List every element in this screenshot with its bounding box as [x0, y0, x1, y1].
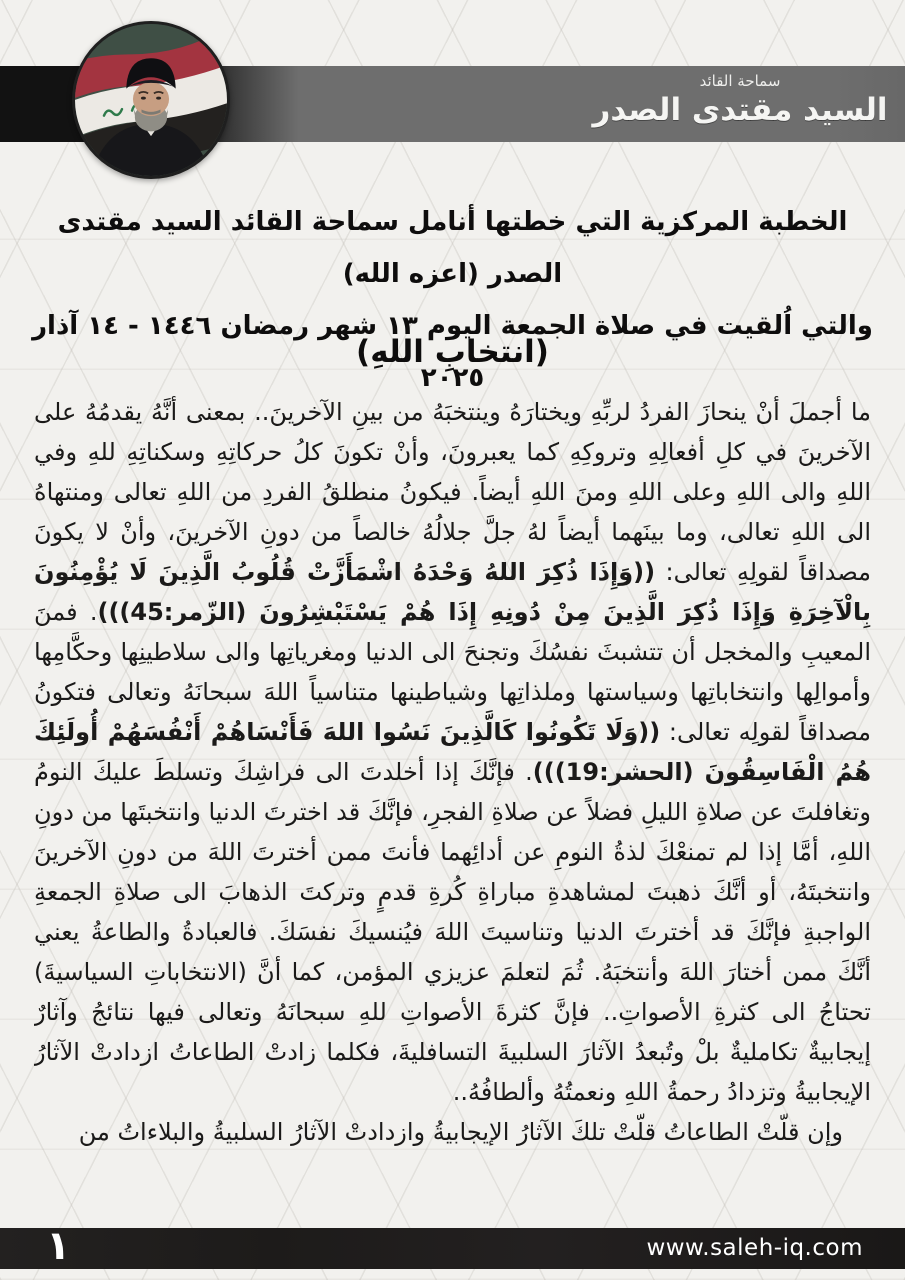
document-title-line2: والتي اُلقيت في صلاة الجمعة اليوم ١٣ شهر رمضان ١٤٤٦ - ١٤ آذار ٢٠٢٥: [32, 311, 873, 393]
calligraphy-title-block: [590, 72, 890, 138]
portrait-photo: [72, 21, 230, 179]
sermon-paragraph-1: ما أجملَ أنْ ينحازَ الفردُ لربِّهِ ويختارَهُ وينتخبَهُ من بينِ الآخرينَ.. بمعنى أنَّهُ يقدمُهُ على الآخرينَ في كلِ أفعالِهِ وتروكِهِ كما يعبرونَ، وأنْ تكونَ كلُ حركاتِهِ وسكناتِهِ للهِ وفي اللهِ والى اللهِ وعلى اللهِ ومنَ اللهِ أيضاً. فيكونُ منطلقُ الفردِ من اللهِ تعالى ومنتهاهُ الى اللهِ تعالى، وما بينَهما أيضاً لهُ جلَّ جلالُهُ خالصاً من دونِ الآخرينَ، وأنْ لا يكونَ مصداقاً لقولِهِ تعالى: ((وَإِذَا ذُكِرَ اللهُ وَحْدَهُ اشْمَأَزَّتْ قُلُوبُ الَّذِينَ لَا يُؤْمِنُونَ بِالْآخِرَةِ وَإِذَا ذُكِرَ الَّذِينَ مِنْ دُونِهِ إِذَا هُمْ يَسْتَبْشِرُونَ (الزّمر:45))). فمنَ المعيبِ والمخجل أن تتشبثَ نفسُكَ وتجنحَ الى الدنيا ومغرياتِها والى سلاطينِها وحكَّامِها وأموالِها وانتخاباتِها وسياستها وملذاتِها وشياطينها متناسياً اللهَ سبحانَهُ وتعالى فتكونُ مصداقاً لقولِه تعالى: ((وَلَا تَكُونُوا كَالَّذِينَ نَسُوا اللهَ فَأَنْسَاهُمْ أَنْفُسَهُمْ أُولَئِكَ هُمُ الْفَاسِقُونَ (الحشر:19))). فإنَّكَ إذا أخلدتَ الى فراشِكَ وتسلطَ عليكَ النومُ وتغافلتَ عن صلاةِ الليلِ فضلاً عن صلاةِ الفجرِ، فإنَّكَ قد اخترتَ الدنيا وانتخبتَها من دونِ اللهِ، أمَّا إذا لم تمنعْكَ لذةُ النومِ عن أدائِهما فأنتَ ممن أخترتَ اللهَ من دونِ الآخرينَ وانتخبتَهُ، أو أنَّكَ ذهبتَ لمشاهدةِ مباراةِ كُرةِ قدمٍ وتركتَ الذهابَ الى صلاةِ الجمعةِ الواجبةِ فإنَّكَ قد أخترتَ الدنيا وتناسيتَ اللهَ فيُنسيكَ نفسَكَ. فالعبادةُ والطاعةُ يعني أنَّكَ ممن أختارَ اللهَ وأنتخبَهُ. ثُمَ لتعلمَ عزيزي المؤمن، كما أنَّ (الانتخاباتِ السياسيةَ) تحتاجُ الى كثرةِ الأصواتِ.. فإنَّ كثرةَ الأصواتِ للهِ سبحانَهُ وتعالى فيها نتائجُ وآثارٌ إيجابيةٌ تكامليةٌ بلْ وتُبعدُ الآثارَ السلبيةَ التسافليةَ، فكلما زادتْ الطاعاتُ ازدادتْ الآثارُ الإيجابيةُ وتزدادُ رحمةُ اللهِ ونعمتُهُ وألطافُهُ..: [34, 398, 871, 1106]
document-title-line1: الخطبة المركزية التي خطتها أنامل سماحة القائد السيد مقتدى الصدر (اعزه الله): [57, 207, 848, 289]
section-heading: (انتخابِ اللهِ): [356, 334, 549, 370]
sermon-body: [34, 392, 871, 1214]
footer-bar: [0, 1223, 905, 1269]
calligraphy-large-line: السيد مقتدى الصدر: [592, 92, 888, 128]
portrait-illustration: [75, 24, 227, 176]
calligraphy-small-line: سماحة القائد: [699, 72, 781, 90]
sermon-paragraph-2: وإن قلّتْ الطاعاتُ قلّتْ تلكَ الآثارُ الإيجابيةُ وازدادتْ الآثارُ السلبيةُ والبلاءاتُ من: [78, 1118, 843, 1146]
website-text: www.saleh-iq.com: [646, 1235, 863, 1261]
page-number: ١: [46, 1223, 71, 1269]
document-title: [28, 196, 877, 404]
